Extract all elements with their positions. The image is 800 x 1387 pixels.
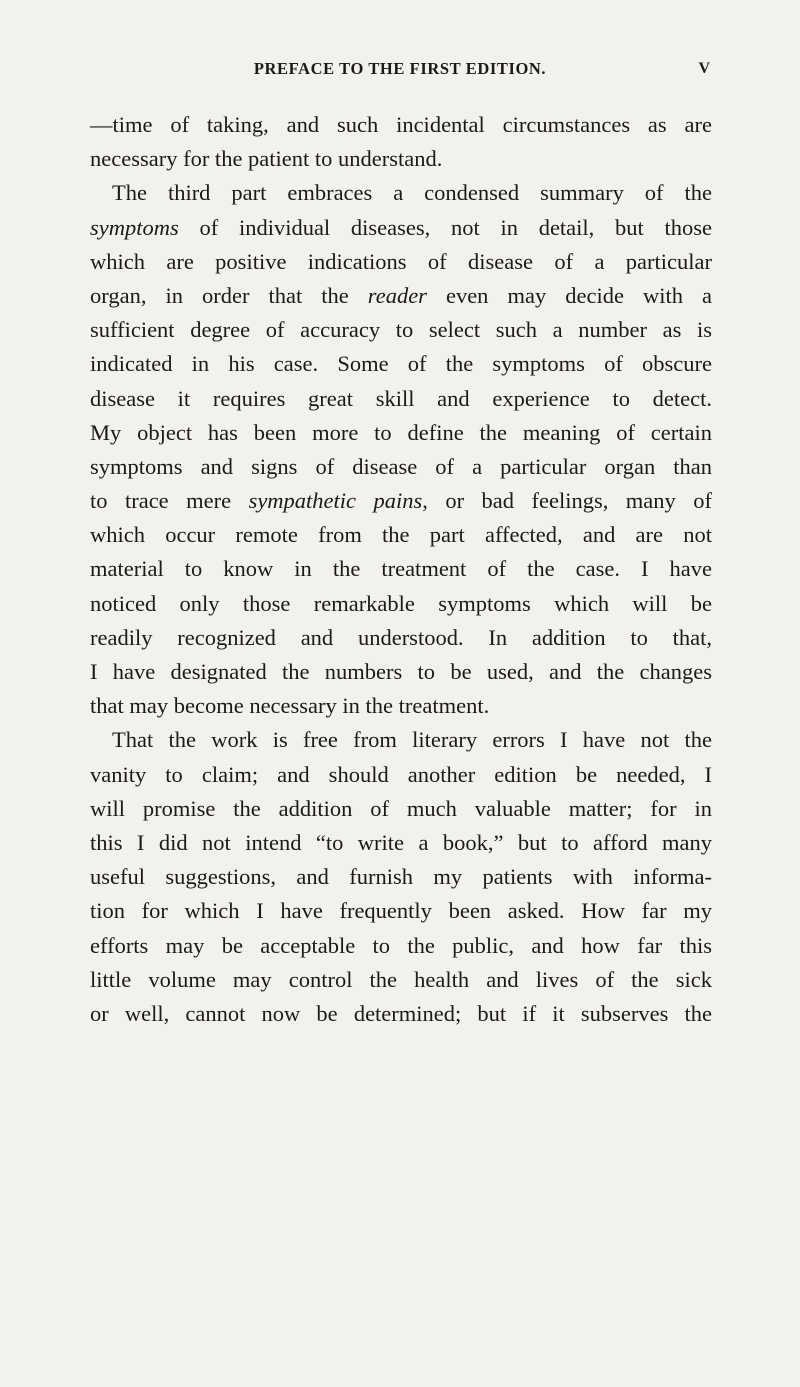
text-run: efforts may be acceptable to the public, and how far this <box>90 932 712 958</box>
text-line <box>90 245 712 279</box>
text-run: which are positive indications of disease of a particular <box>90 248 712 274</box>
text-run: vanity to claim; and should another edition be needed, I <box>90 761 712 787</box>
text-run: readily recognized and understood. In addition to that, <box>90 624 712 650</box>
text-line <box>90 758 712 792</box>
text-line <box>90 142 712 176</box>
text-run: this I did not intend “to write a book,” but to afford many <box>90 829 712 855</box>
text-run: or well, cannot now be determined; but if it subserves the <box>90 1000 712 1026</box>
text-run: of individual diseases, not in detail, but those <box>178 214 712 240</box>
running-head-title: PREFACE TO THE FIRST EDITION. <box>253 59 547 78</box>
text-run: , or bad feelings, many of <box>422 488 712 514</box>
text-line <box>90 552 712 586</box>
text-line <box>90 108 712 142</box>
text-run: necessary for the patient to understand. <box>90 146 443 172</box>
text-run: The third part embraces a condensed summary of the <box>112 180 712 206</box>
text-run: disease it requires great skill and experience to detect. <box>90 385 712 411</box>
text-run: organ, in order that the <box>90 282 368 308</box>
text-line <box>90 518 712 552</box>
text-line <box>90 176 712 210</box>
text-run: which occur remote from the part affected, and are not <box>90 522 712 548</box>
text-run: to trace mere <box>90 488 249 514</box>
text-run: I have designated the numbers to be used, and the changes <box>90 659 712 684</box>
text-line <box>90 621 712 655</box>
text-run: that may become necessary in the treatment. <box>90 693 490 719</box>
text-line <box>90 279 712 313</box>
text-line <box>90 313 712 347</box>
text-line <box>90 484 712 518</box>
text-line <box>90 382 712 416</box>
text-line <box>90 963 712 997</box>
text-run: That the work is free from literary errors I have not the <box>112 727 712 753</box>
text-line <box>90 655 712 689</box>
text-line <box>90 826 712 860</box>
text-line <box>90 689 712 723</box>
text-line <box>90 587 712 621</box>
italic-text: sympathetic pains <box>248 488 423 514</box>
body-text <box>90 108 712 1031</box>
running-head <box>90 57 710 81</box>
text-run: little volume may control the health and lives of the sick <box>90 966 712 992</box>
text-line <box>90 792 712 826</box>
text-line <box>90 894 712 928</box>
text-line <box>90 929 712 963</box>
page-number: V <box>698 60 710 77</box>
text-line <box>90 997 712 1031</box>
text-run: symptoms and signs of disease of a particular organ than <box>90 453 712 479</box>
text-line <box>90 211 712 245</box>
text-line <box>90 450 712 484</box>
text-line <box>90 860 712 894</box>
text-run: noticed only those remarkable symptoms which will be <box>90 590 712 616</box>
text-run: tion for which I have frequently been asked. How far my <box>90 898 712 924</box>
text-line <box>90 347 712 381</box>
text-run: —time of taking, and such incidental circumstances as are <box>90 112 712 137</box>
text-line <box>90 723 712 757</box>
text-run: material to know in the treatment of the case. I have <box>90 556 712 582</box>
text-run: useful suggestions, and furnish my patients with informa- <box>90 864 712 890</box>
text-line <box>90 416 712 450</box>
italic-text: reader <box>367 282 427 308</box>
text-run: indicated in his case. Some of the symptoms of obscure <box>90 351 712 377</box>
text-run: even may decide with a <box>426 282 712 308</box>
italic-text: symptoms <box>90 214 179 240</box>
text-run: will promise the addition of much valuable matter; for in <box>90 795 712 821</box>
text-run: sufficient degree of accuracy to select such a number as is <box>90 317 712 343</box>
text-run: My object has been more to define the meaning of certain <box>90 419 712 445</box>
